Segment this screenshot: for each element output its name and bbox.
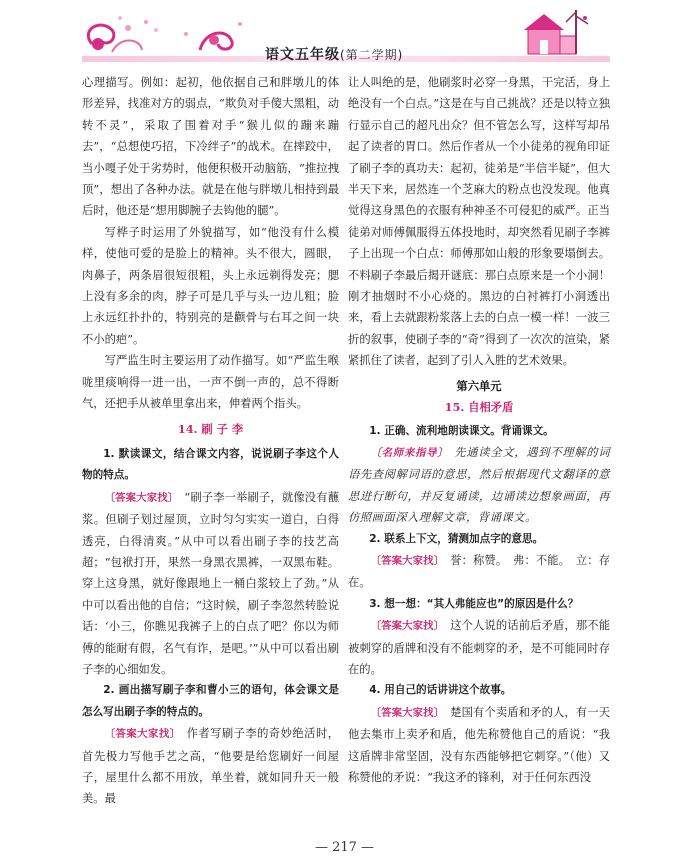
floral-ornament-left [88, 16, 158, 52]
question: 2. 画出描写刷子李和曹小三的语句，体会课文是怎么写出刷子李的特点的。 [82, 684, 339, 718]
lesson-title: 14. 刷 子 李 [177, 421, 244, 436]
guide-paragraph [348, 442, 610, 529]
answer-text: 誉：称赞。 弗：不能。 立：存在。 [348, 553, 611, 590]
answer-paragraph [82, 723, 339, 810]
lesson-title: 15. 自相矛盾 [444, 400, 514, 415]
question: 3. 想一想：“其人弗能应也”的原因是什么？ [369, 597, 579, 610]
answer-text: “刷子李一举刷子，就像没有蘸浆。但刷子划过屋顶，立时匀匀实实一道白，白得透亮，白得清爽。”从中可以看出刷子李的技艺高超；“包袱打开，果然一身黑衣黑裤，一双黑布鞋。穿上这身黑，就好像跟地上一桶白浆较上了劲。”从中可以看出他的自信；“这时候，刷子李忽然转脸说话：‘小三，你瞧见我裤子上的白点了吧？你以为师傅的能耐有假，名气有诈，是吧。’”从中可以看出刷子李的心细如发。 [82, 490, 339, 676]
answer-paragraph [348, 702, 610, 789]
left-column [82, 72, 339, 810]
page-header [0, 0, 689, 68]
paragraph: 写严监生时主要运用了动作描写。如“严监生喉咙里痰响得一进一出，一声不倒一声的，总不得断气，还把手从被单里拿出来，伸着两个指头。 [82, 354, 339, 411]
book-volume: (第二学期) [340, 48, 404, 62]
page-number: — 217 — [314, 840, 375, 855]
right-column [348, 72, 610, 788]
guide-text: 先通读全文，遇到不理解的词语先查阅解词语的意思，然后根据现代文翻译的意思进行断句，并反复诵读，边诵读边想象画面，再仿照画面深入理解文章，背诵课文。 [348, 445, 610, 525]
answer-tag: 〔答案大家找〕 [370, 554, 445, 567]
question: 2. 联系上下文，猜测加点字的意思。 [369, 532, 544, 545]
guide-tag: 〔名师来指导〕 [370, 446, 449, 459]
house-illustration [524, 10, 588, 54]
question: 1. 正确、流利地朗读课文。背诵课文。 [369, 424, 554, 437]
answer-text: 这个人说的话前后矛盾，那不能被刺穿的盾牌和没有不能刺穿的矛，是不可能同时存在的。 [348, 619, 610, 676]
answer-tag: 〔答案大家找〕 [370, 620, 445, 633]
paragraph: 写桦子时运用了外貌描写，如“他没有什么模样，使他可爱的是脸上的精神。头不很大，圆眼，肉鼻子，两条眉很短很粗，头上永远剃得发亮；腮上没有多余的肉，脖子可是几乎与头一边儿粗；脸上永远红扑扑的，特别亮的是颧骨与右耳之间一块不小的疤”。 [82, 225, 339, 346]
paragraph: 心理描写。例如：起初，他依据自己和胖墩儿的体形差异，找准对方的弱点，“欺负对手傻大黑粗，动转不灵”，采取了围着对手“猴儿似的蹦来蹦去”，“总想使巧招，下冷绊子”的战术。在摔跤中，当小嘎子处于劣势时，他便积极开动脑筋，“推拉拽顶”，想出了各种办法。就是在他与胖墩儿相持到最后时，他还是“想用脚腕子去钩他的腿”。 [82, 76, 339, 218]
unit-title: 第六单元 [456, 378, 502, 393]
answer-text: 作者写刷子李的奇妙绝活时，首先极力写他手艺之高，“他要是给您刷好一间屋子，屋里什么都不用放，单坐着，就如同升天一般美。最 [82, 727, 339, 806]
question: 4. 用自己的话讲讲这个故事。 [369, 684, 512, 697]
answer-paragraph [348, 615, 610, 680]
answer-tag: 〔答案大家找〕 [370, 706, 445, 719]
answer-paragraph [348, 550, 610, 594]
paragraph: 让人叫绝的是，他刷浆时必穿一身黑，干完活，身上绝没有一个白点。”这是在与自己挑战？还是以特立独行显示自己的超凡出众？但不管怎么写，这样写却吊起了读者的胃口。然后作者从一个小徒弟的视角印证了刷子李的真功夫：起初，徒弟是“半信半疑”，但大半天下来，居然连一个芝麻大的粉点也没发现。他真觉得这身黑色的衣服有种神圣不可侵犯的威严。正当徒弟对师傅佩服得五体投地时，却突然看见刷子李裤子上出现一个白点：师傅那如山般的形象要塌倒去。不料刷子李最后揭开谜底：那白点原来是一个小洞！刚才抽烟时不小心烧的。黑边的白衬裤打小洞透出来，看上去就跟粉浆落上去的白点一模一样！一波三折的叙事，使刷子李的“奇”得到了一次次的渲染，紧紧抓住了读者，起到了引人入胜的艺术效果。 [348, 76, 610, 368]
answer-tag: 〔答案大家找〕 [104, 728, 181, 741]
book-title-text: 语文五年级 [265, 47, 340, 63]
floral-ornament-center [184, 22, 242, 50]
book-title [265, 44, 403, 64]
answer-paragraph [82, 487, 339, 681]
answer-tag: 〔答案大家找〕 [104, 491, 179, 504]
answer-text: 楚国有个卖盾和矛的人，有一天他去集市上卖矛和盾，他先称赞他自己的盾说：“我这盾牌非常坚固，没有东西能够把它刺穿。”（他）又称赞他的矛说：“我这矛的锋利，对于任何东西没 [348, 705, 610, 784]
question: 1. 默读课文，结合课文内容，说说刷子李这个人物的特点。 [82, 447, 339, 482]
